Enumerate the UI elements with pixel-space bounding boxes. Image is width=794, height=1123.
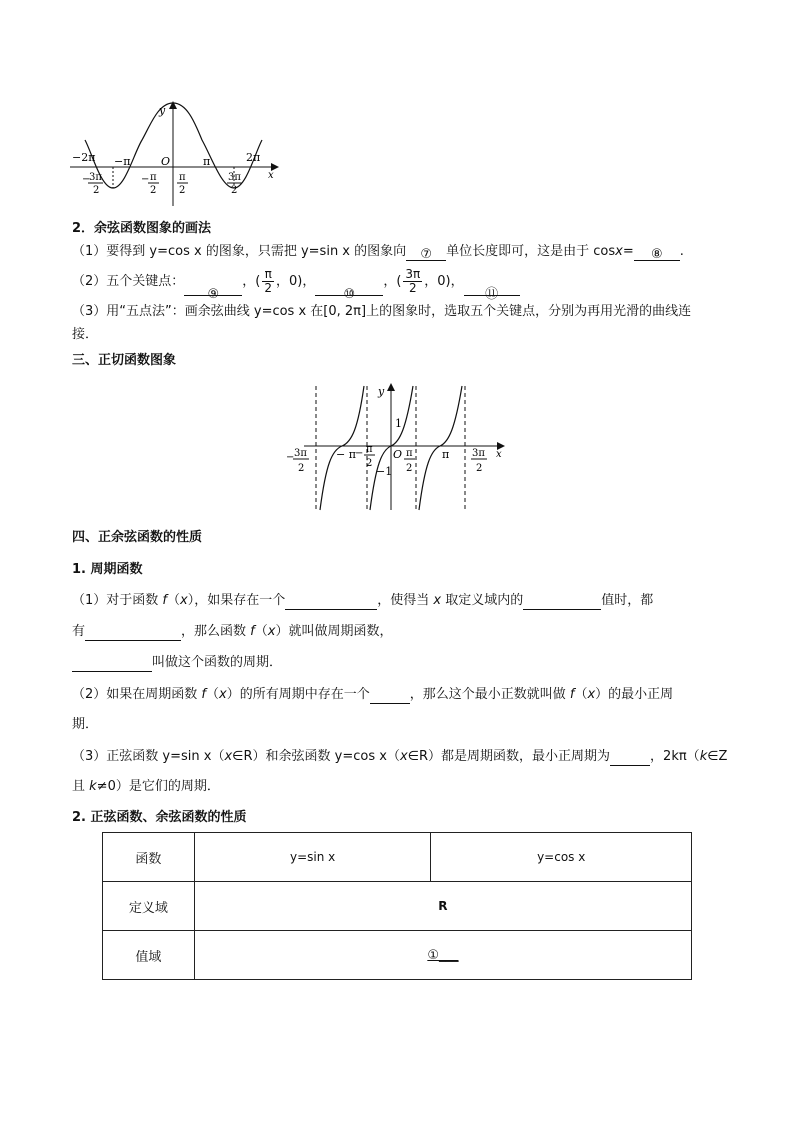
- tangent-graph: [282, 382, 512, 512]
- blank-min-period: [610, 751, 650, 766]
- svg-text:3π: 3π: [294, 448, 307, 459]
- svg-text:3π: 3π: [89, 172, 102, 183]
- blank-equation: [85, 626, 181, 641]
- svg-text:2: 2: [179, 185, 186, 196]
- tick-neg-pi-2: [355, 444, 375, 469]
- table-header-row: [103, 833, 692, 882]
- tick-neg-pi: −π: [114, 155, 131, 168]
- tick-one: 1: [395, 417, 402, 430]
- tick-neg-pi-2: [141, 172, 159, 196]
- x-label: x: [268, 170, 274, 181]
- svg-text:2: 2: [366, 458, 373, 469]
- cos-drawing-item-2: （2）五个关键点：⑨，( $\frac{\pi}{2}$ ，0)，⑩，( $\frac{3\pi}{2}$ ，0)，⑪: [72, 268, 520, 296]
- origin-label: O: [161, 155, 171, 168]
- blank-9: ⑨: [184, 281, 242, 296]
- subheading-sin-cos-properties: 2. 正弦函数、余弦函数的性质: [72, 810, 247, 825]
- svg-text:π: π: [366, 444, 373, 455]
- svg-text:2: 2: [231, 185, 238, 196]
- periodic-item-2: （2）如果在周期函数 f（x）的所有周期中存在一个 ，那么这个最小正数就叫做 f（x）的最小正周: [72, 687, 674, 702]
- cos-drawing-item-3-cont: 接．: [72, 327, 99, 342]
- svg-text:2: 2: [406, 463, 413, 474]
- svg-text:2: 2: [298, 463, 305, 474]
- tick-2pi: 2π: [246, 151, 261, 164]
- tick-pi-2: [404, 448, 415, 474]
- blank-10: ⑩: [315, 281, 383, 296]
- blank-smallest-positive: [370, 689, 410, 704]
- svg-text:−: −: [82, 174, 91, 185]
- y-label: y: [159, 104, 166, 117]
- row-label-range: 值域: [103, 931, 195, 980]
- cos-drawing-item-3: （3）用“五点法”：画余弦曲线 y=cos x 在[0, 2π]上的图象时，选取五个关键点，分别为再用光滑的曲线连: [72, 304, 692, 319]
- section-heading-properties: 四、正余弦函数的性质: [72, 530, 203, 545]
- table-row-range: [103, 931, 692, 980]
- tick-pi: π: [442, 448, 450, 461]
- origin-label: O: [393, 448, 403, 461]
- tick-neg-2pi: −2π: [72, 151, 96, 164]
- tan-branch-3: [419, 386, 462, 510]
- periodic-item-1: （1）对于函数 f（x），如果存在一个 ，使得当 x 取定义域内的 值时，都: [72, 593, 654, 608]
- svg-text:π: π: [406, 448, 413, 459]
- periodic-item-3: （3）正弦函数 y=sin x（x∈R）和余弦函数 y=cos x（x∈R）都是周期函数，最小正周期为 ，2kπ（k∈Z: [72, 749, 728, 764]
- periodic-item-2-cont: 期．: [72, 717, 99, 732]
- periodic-item-3-cont: 且 k≠0）是它们的周期．: [72, 779, 220, 794]
- svg-text:2: 2: [93, 185, 100, 196]
- blank-11: ⑪: [464, 281, 520, 296]
- svg-text:2: 2: [150, 185, 157, 196]
- section-heading-tan: 三、正切函数图象: [72, 353, 177, 368]
- blank-period-name: [72, 657, 152, 672]
- svg-text:2: 2: [476, 463, 483, 474]
- cos-drawing-item-1: （1）要得到 y=cos x 的图象，只需把 y=sin x 的图象向 ⑦ 单位长度即可，这是由于 cosx= ⑧ .: [72, 244, 684, 262]
- svg-text:3π: 3π: [228, 172, 241, 183]
- blank-every: [523, 595, 601, 610]
- blank-nonzero-constant: [285, 595, 377, 610]
- properties-table: [102, 832, 692, 980]
- tick-pi: π: [203, 155, 211, 168]
- tick-neg-one: −1: [376, 465, 393, 478]
- table-row-domain: [103, 882, 692, 931]
- svg-text:−: −: [286, 452, 295, 463]
- row-label-domain: 定义域: [103, 882, 195, 931]
- subheading-periodic: 1. 周期函数: [72, 562, 143, 577]
- y-label: y: [378, 385, 385, 398]
- tick-pi-2: [177, 172, 188, 196]
- blank-7: ⑦: [406, 246, 446, 261]
- svg-text:−: −: [355, 448, 364, 459]
- tick-neg-3pi-2: [82, 172, 103, 196]
- domain-value: R: [194, 882, 691, 931]
- svg-text:3π: 3π: [472, 448, 485, 459]
- section-heading-cos-drawing: 2．余弦函数图象的画法: [72, 221, 212, 236]
- tick-neg-pi: − π: [336, 448, 356, 461]
- blank-8: ⑧: [634, 246, 680, 261]
- svg-text:π: π: [150, 172, 157, 183]
- cosine-graph: [62, 98, 292, 210]
- periodic-item-1-cont: 有 ，那么函数 f（x）就叫做周期函数，: [72, 624, 393, 639]
- periodic-item-1-cont2: 叫做这个函数的周期．: [72, 654, 282, 672]
- range-value: ①___: [194, 931, 691, 980]
- x-label: x: [496, 449, 502, 460]
- svg-text:−: −: [141, 174, 150, 185]
- header-cos: y=cos x: [431, 833, 692, 882]
- header-function: 函数: [103, 833, 195, 882]
- header-sin: y=sin x: [194, 833, 431, 882]
- tick-neg-3pi-2: [286, 448, 309, 474]
- tick-3pi-2: [471, 448, 487, 474]
- svg-text:π: π: [179, 172, 186, 183]
